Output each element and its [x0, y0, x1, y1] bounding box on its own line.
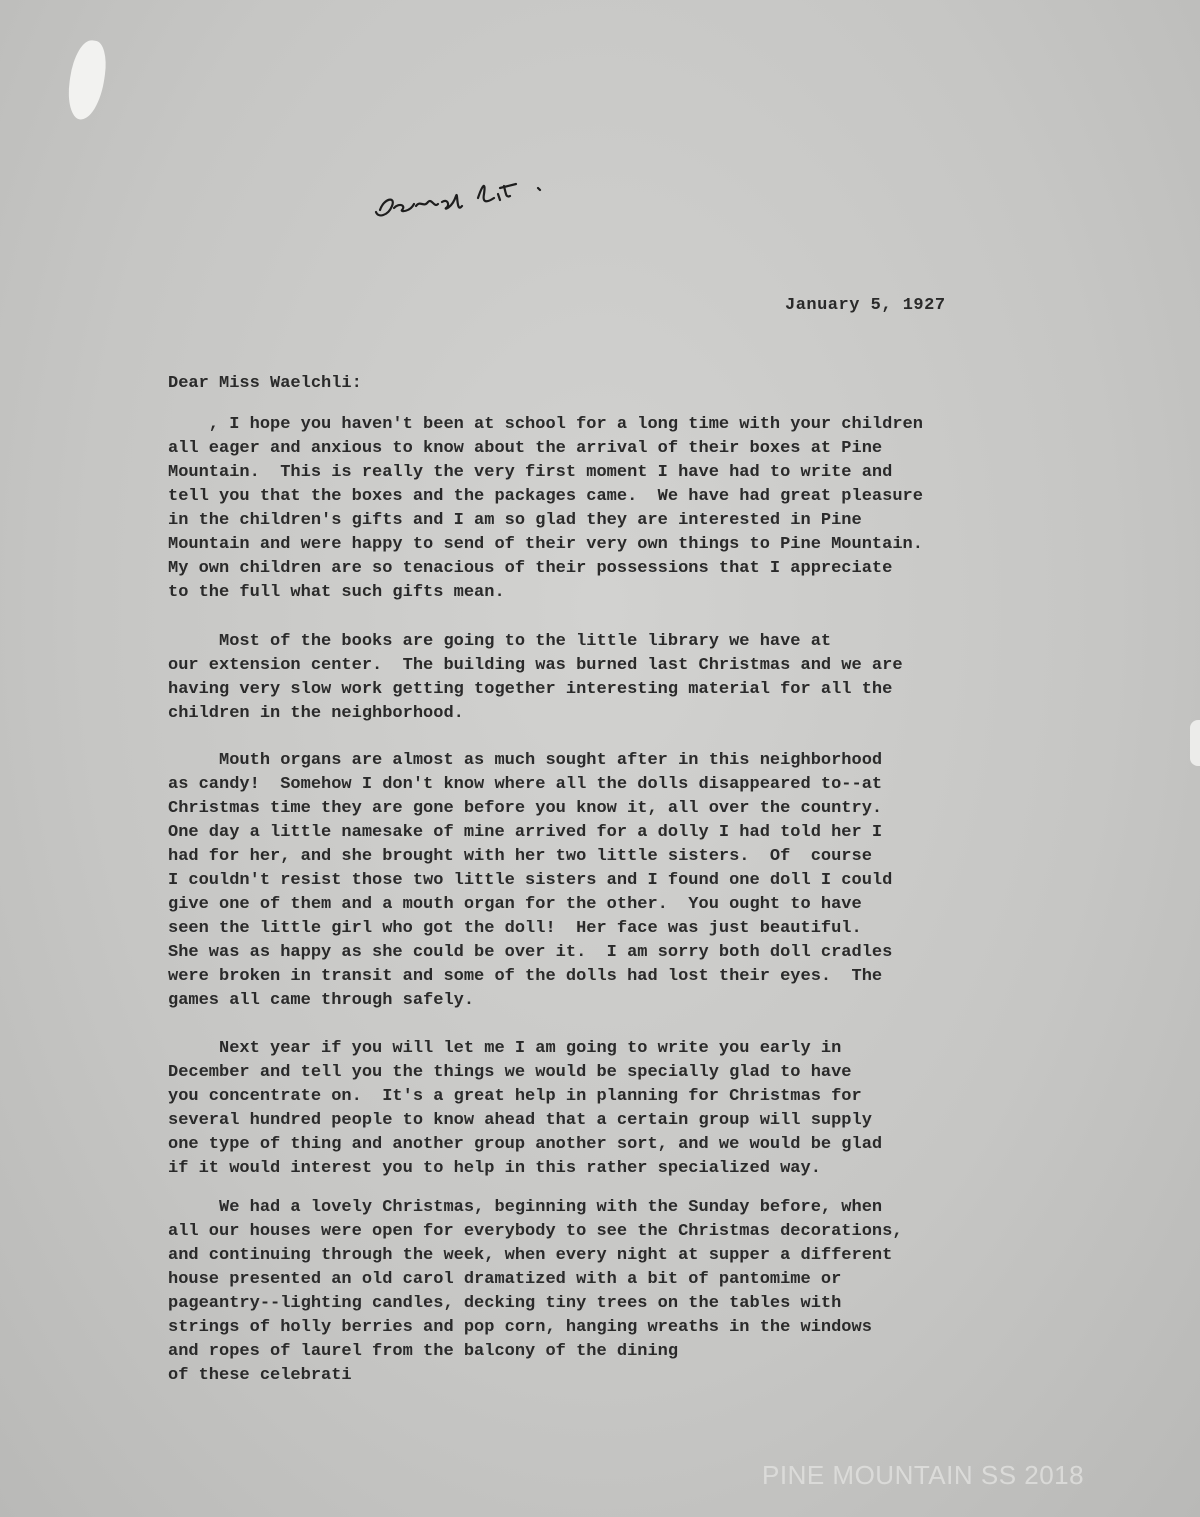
text-line: games all came through safely. — [168, 991, 475, 1010]
body-paragraph — [168, 749, 1068, 1013]
text-line: were broken in transit and some of the dolls had lost their eyes. The — [168, 967, 883, 986]
text-line: having very slow work getting together interesting material for all the — [168, 680, 893, 699]
text-line: you concentrate on. It's a great help in planning for Christmas for — [168, 1087, 862, 1106]
text-line: pageantry--lighting candles, decking tiny trees on the tables with — [168, 1294, 842, 1313]
text-line: We had a lovely Christmas, beginning with the Sunday before, when — [168, 1198, 883, 1217]
text-line: all our houses were open for everybody to see the Christmas decorations, — [168, 1222, 903, 1241]
text-line: our extension center. The building was burned last Christmas and we are — [168, 656, 903, 675]
handwritten-annotation — [370, 168, 560, 228]
text-line: to the full what such gifts mean. — [168, 583, 505, 602]
text-line: give one of them and a mouth organ for the other. You ought to have — [168, 895, 862, 914]
text-line: Christmas time they are gone before you know it, all over the country. — [168, 799, 883, 818]
text-line: if it would interest you to help in this rather specialized way. — [168, 1159, 821, 1178]
paper-edge-notch — [1190, 720, 1200, 766]
body-paragraph — [168, 413, 1068, 605]
text-line: Mountain. This is really the very first moment I have had to write and — [168, 463, 893, 482]
text-line: and continuing through the week, when every night at supper a different — [168, 1246, 893, 1265]
text-line: Mountain and were happy to send of their very own things to Pine Mountain. — [168, 535, 923, 554]
text-line: and ropes of laurel from the balcony of the dining — [168, 1342, 679, 1361]
text-line: all eager and anxious to know about the arrival of their boxes at Pine — [168, 439, 883, 458]
text-line: as candy! Somehow I don't know where all the dolls disappeared to--at — [168, 775, 883, 794]
watermark: PINE MOUNTAIN SS 2018 — [762, 1460, 1085, 1490]
text-line: house presented an old carol dramatized with a bit of pantomime or — [168, 1270, 842, 1289]
text-line: children in the neighborhood. — [168, 704, 464, 723]
body-paragraph — [168, 1037, 1068, 1181]
text-line: December and tell you the things we would be specially glad to have — [168, 1063, 852, 1082]
text-line: I couldn't resist those two little sisters and I found one doll I could — [168, 871, 893, 890]
salutation: Dear Miss Waelchli: — [168, 374, 362, 393]
text-line: tell you that the boxes and the packages came. We have had great pleasure — [168, 487, 923, 506]
text-line: One day a little namesake of mine arrived for a dolly I had told her I — [168, 823, 883, 842]
text-line: had for her, and she brought with her two little sisters. Of course — [168, 847, 872, 866]
text-line: seen the little girl who got the doll! Her face was just beautiful. — [168, 919, 862, 938]
text-line: Most of the books are going to the little library we have at — [168, 632, 832, 651]
text-line: My own children are so tenacious of their possessions that I appreciate — [168, 559, 893, 578]
text-line: several hundred people to know ahead that a certain group will supply — [168, 1111, 872, 1130]
text-line: one type of thing and another group another sort, and we would be glad — [168, 1135, 883, 1154]
text-line: in the children's gifts and I am so glad they are interested in Pine — [168, 511, 862, 530]
text-line: , I hope you haven't been at school for a long time with your children — [168, 415, 923, 434]
body-paragraph — [168, 630, 1068, 726]
body-paragraph — [168, 1196, 1068, 1388]
paper-tear-mark — [65, 38, 110, 122]
text-line: She was as happy as she could be over it. I am sorry both doll cradles — [168, 943, 893, 962]
text-line: Next year if you will let me I am going to write you early in — [168, 1039, 842, 1058]
text-line: strings of holly berries and pop corn, hanging wreaths in the windows — [168, 1318, 872, 1337]
text-line: Mouth organs are almost as much sought after in this neighborhood — [168, 751, 883, 770]
letter-date: January 5, 1927 — [785, 296, 946, 315]
text-line: of these celebrati — [168, 1366, 352, 1385]
